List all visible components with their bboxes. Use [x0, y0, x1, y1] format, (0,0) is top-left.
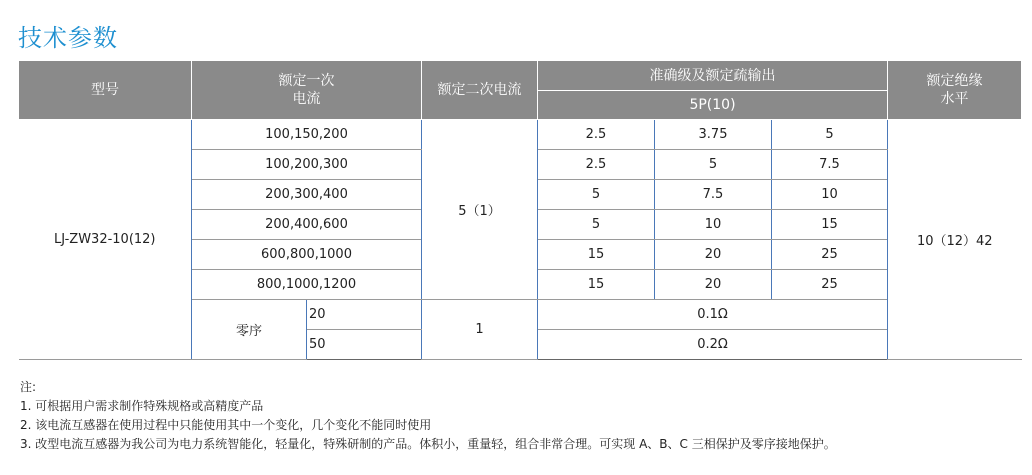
note-item: 2. 该电流互感器在使用过程中只能使用其中一个变化，几个变化不能同时使用	[20, 418, 432, 432]
zero-seq-primary: 20	[307, 300, 422, 330]
notes	[20, 378, 836, 454]
zero-seq-output: 0.2Ω	[538, 330, 888, 360]
primary-cell: 100,200,300	[192, 150, 422, 180]
output-cell: 25	[772, 240, 888, 270]
output-cell: 2.5	[538, 120, 655, 150]
primary-cell: 100,150,200	[192, 120, 422, 150]
note-item: 1. 可根据用户需求制作特殊规格或高精度产品	[20, 399, 264, 413]
output-cell: 5	[538, 210, 655, 240]
zero-seq-primary: 50	[307, 330, 422, 360]
output-cell: 20	[655, 270, 772, 300]
output-cell: 10	[655, 210, 772, 240]
header-secondary-current: 额定二次电流	[422, 61, 538, 120]
zero-seq-label: 零序	[192, 300, 307, 360]
zero-seq-secondary: 1	[422, 300, 538, 360]
header-accuracy: 准确级及额定疏输出	[538, 61, 888, 91]
header-insulation-line2: 水平	[940, 91, 969, 107]
output-cell: 15	[538, 240, 655, 270]
secondary-cell: 5（1）	[422, 120, 538, 300]
primary-cell: 200,400,600	[192, 210, 422, 240]
header-primary-current	[192, 61, 422, 120]
primary-cell: 200,300,400	[192, 180, 422, 210]
page-title: 技术参数	[18, 24, 118, 52]
table-row	[19, 120, 1022, 150]
model-cell: LJ-ZW32-10(12)	[19, 120, 192, 360]
header-accuracy-sub: 5P(10)	[538, 91, 888, 120]
primary-cell: 600,800,1000	[192, 240, 422, 270]
output-cell: 5	[772, 120, 888, 150]
insulation-cell: 10（12）42	[888, 120, 1022, 360]
header-insulation	[888, 61, 1022, 120]
output-cell: 20	[655, 240, 772, 270]
output-cell: 5	[655, 150, 772, 180]
output-cell: 25	[772, 270, 888, 300]
output-cell: 3.75	[655, 120, 772, 150]
header-insulation-line1: 额定绝缘	[926, 73, 983, 89]
note-item: 3. 改型电流互感器为我公司为电力系统智能化，轻量化，特殊研制的产品。体积小，重量轻，组合非常合理。可实现 A、B、C 三相保护及零序接地保护。	[20, 437, 836, 451]
header-model: 型号	[19, 61, 192, 120]
zero-seq-output: 0.1Ω	[538, 300, 888, 330]
output-cell: 7.5	[772, 150, 888, 180]
notes-heading: 注:	[20, 380, 37, 394]
output-cell: 15	[538, 270, 655, 300]
output-cell: 5	[538, 180, 655, 210]
header-primary-current-line2: 电流	[292, 91, 321, 107]
spec-table	[18, 60, 1022, 360]
output-cell: 7.5	[655, 180, 772, 210]
header-primary-current-line1: 额定一次	[278, 73, 335, 89]
output-cell: 10	[772, 180, 888, 210]
output-cell: 2.5	[538, 150, 655, 180]
primary-cell: 800,1000,1200	[192, 270, 422, 300]
output-cell: 15	[772, 210, 888, 240]
